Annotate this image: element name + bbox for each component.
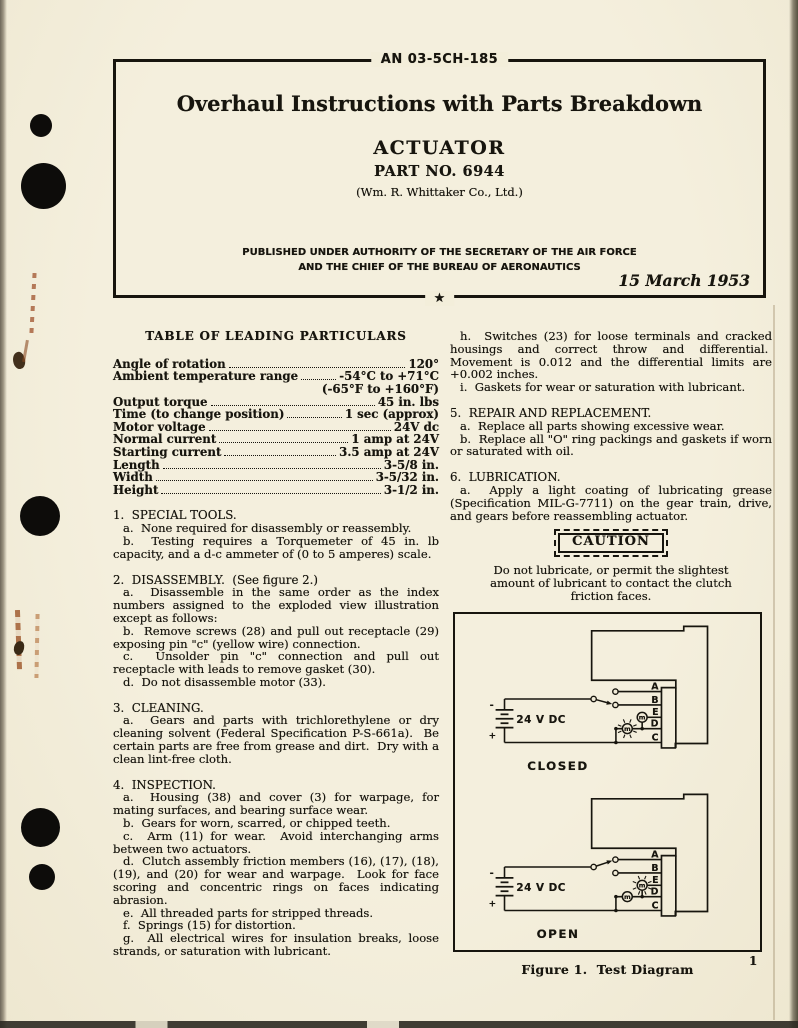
dot-leader — [301, 379, 336, 380]
svg-text:E: E — [652, 875, 659, 887]
paragraph: e. All threaded parts for stripped threads. — [123, 905, 374, 920]
svg-text:m: m — [638, 713, 646, 722]
particular-value: 3-5/8 in. — [383, 457, 439, 472]
paragraph: a. Apply a light coating of lubricating grease (Specification MIL-G-7711) on the gear train, drive, and gears before reassembling actuator. — [450, 482, 772, 523]
particular-value-cont: (-65°F to +160°F) — [321, 381, 439, 396]
publication-date: 15 March 1953 — [618, 271, 750, 290]
binder-hole-mark — [30, 114, 52, 137]
paper-edge-bottom — [0, 1021, 798, 1028]
particulars-row — [113, 484, 439, 497]
binder-hole-mark — [21, 163, 66, 209]
star-icon: ★ — [425, 291, 455, 306]
particular-label: Time (to change position) — [113, 407, 285, 422]
particular-label: Angle of rotation — [113, 356, 226, 371]
authority-line: PUBLISHED UNDER AUTHORITY OF THE SECRETARY OF THE AIR FORCE — [242, 247, 637, 258]
particular-label: Width — [113, 470, 153, 485]
svg-text:OPEN: OPEN — [536, 927, 580, 942]
section — [113, 509, 439, 560]
paragraph: a. Gears and parts with trichlorethylene or dry cleaning solvent (Federal Specification P-S-661a). Be certain parts are free from grease and dirt. Dry with a clean lint-free cloth. — [113, 713, 439, 766]
section-continuation — [450, 330, 772, 394]
particular-label: Height — [113, 482, 159, 497]
particular-label: Length — [113, 457, 160, 472]
svg-text:-: - — [489, 700, 494, 712]
svg-text:+: + — [488, 899, 497, 910]
particular-label: Motor voltage — [113, 419, 206, 434]
svg-text:A: A — [651, 681, 659, 693]
caution — [450, 533, 772, 553]
dot-leader — [287, 417, 341, 418]
title-block — [113, 52, 766, 306]
test-diagram-closed — [455, 616, 760, 784]
binder-hole-mark — [21, 808, 60, 847]
paragraph: f. Springs (15) for distortion. — [123, 918, 296, 933]
ink-blot — [13, 640, 26, 656]
particulars-row — [113, 446, 439, 459]
paragraph: a. Housing (38) and cover (3) for warpage, for mating surfaces, and bearing surface wear. — [113, 790, 439, 818]
svg-text:CLOSED: CLOSED — [527, 759, 589, 774]
paper-edge-right — [789, 0, 798, 1028]
section — [450, 407, 772, 458]
right-sections — [450, 407, 772, 522]
particulars-table — [113, 358, 439, 497]
svg-text:C: C — [651, 900, 659, 912]
svg-text:24 V DC: 24 V DC — [516, 714, 566, 727]
rust-stain — [34, 614, 39, 678]
manufacturer: (Wm. R. Whittaker Co., Ltd.) — [356, 185, 523, 199]
part-number: PART NO. 6944 — [374, 163, 505, 180]
particular-label: Ambient temperature range — [113, 369, 299, 384]
caution-text: Do not lubricate, or permit the slightest amount of lubricant to contact the clutch friction faces. — [490, 563, 732, 604]
dot-leader — [161, 493, 380, 494]
paragraph: b. Remove screws (28) and pull out receptacle (29) exposing pin "c" (yellow wire) connection. — [113, 623, 439, 651]
section-heading: 3. CLEANING. — [113, 700, 204, 715]
paragraph: c. Unsolder pin "c" connection and pull out receptacle with leads to remove gasket (30). — [113, 649, 439, 677]
section — [113, 574, 439, 689]
section — [113, 779, 439, 958]
binder-hole-mark — [20, 496, 60, 536]
particulars-title: TABLE OF LEADING PARTICULARS — [145, 329, 407, 343]
particular-value: 3-1/2 in. — [383, 482, 439, 497]
dot-leader — [156, 480, 373, 481]
dot-leader — [219, 442, 348, 443]
right-column — [450, 330, 772, 977]
test-diagram-open — [455, 784, 760, 952]
figure-caption: Figure 1. Test Diagram — [521, 962, 694, 978]
particular-label: Starting current — [113, 444, 222, 459]
particular-label: Normal current — [113, 432, 217, 447]
particular-value: 3.5 amp at 24V — [339, 444, 439, 459]
section — [450, 471, 772, 522]
particulars-row — [113, 408, 439, 421]
paragraph: i. Gaskets for wear or saturation with lubricant. — [460, 380, 746, 395]
paragraph: a. Disassemble in the same order as the index numbers assigned to the exploded view illustration except as follows: — [113, 585, 439, 625]
svg-text:-: - — [489, 868, 494, 880]
dot-leader — [211, 405, 375, 406]
authority-line: AND THE CHIEF OF THE BUREAU OF AERONAUTICS — [298, 261, 581, 273]
binder-hole-mark — [29, 864, 55, 890]
section-heading: 2. DISASSEMBLY. (See figure 2.) — [113, 572, 319, 587]
section-heading: 4. INSPECTION. — [113, 777, 216, 792]
paragraph: a. None required for disassembly or reassembly. — [123, 521, 412, 536]
section-heading: 6. LUBRICATION. — [450, 470, 561, 485]
dot-leader — [224, 455, 336, 456]
svg-text:24 V DC: 24 V DC — [516, 882, 566, 895]
doc-number: AN 03-5CH-185 — [371, 52, 508, 67]
svg-text:+: + — [488, 731, 497, 742]
rust-stain — [29, 273, 36, 333]
particulars-row — [113, 471, 439, 484]
paragraph: b. Replace all "O" ring packings and gaskets if worn or saturated with oil. — [450, 431, 772, 459]
svg-text:D: D — [650, 718, 659, 730]
particular-value: 45 in. lbs — [377, 394, 439, 409]
particular-value: 1 sec (approx) — [344, 407, 439, 422]
paragraph: c. Arm (11) for wear. Avoid interchanging arms between two actuators. — [113, 828, 439, 856]
svg-text:m: m — [623, 893, 631, 902]
section-heading: 5. REPAIR AND REPLACEMENT. — [450, 405, 652, 420]
particular-value: -54°C to +71°C — [339, 369, 439, 384]
section-heading: 1. SPECIAL TOOLS. — [113, 508, 237, 523]
paragraph: d. Clutch assembly friction members (16), (17), (18), (19), and (20) for wear and warpage. Look for face scoring and concentric rings on faces indicating abrasion. — [113, 854, 439, 907]
paper-edge-left — [0, 0, 7, 1028]
left-sections — [113, 509, 439, 958]
dot-leader — [209, 430, 391, 431]
subject-title: ACTUATOR — [373, 137, 506, 159]
paragraph: b. Gears for worn, scarred, or chipped teeth. — [123, 816, 391, 831]
svg-text:m: m — [638, 881, 646, 890]
svg-text:C: C — [651, 732, 659, 744]
svg-text:B: B — [651, 694, 659, 706]
dot-leader — [163, 468, 381, 469]
page-number: 1 — [749, 954, 758, 968]
paragraph: h. Switches (23) for loose terminals and cracked housings and correct throw and differential. Movement is 0.012 and the differential limits are +0.002 inches. — [450, 329, 772, 382]
particular-label: Output torque — [113, 394, 208, 409]
paragraph: b. Testing requires a Torquemeter of 45 in. lb capacity, and a d-c ammeter of (0 to 5 amperes) scale. — [113, 533, 439, 561]
svg-text:D: D — [650, 886, 659, 898]
page-title: Overhaul Instructions with Parts Breakdown — [176, 91, 703, 116]
svg-text:A: A — [651, 849, 659, 861]
svg-text:m: m — [623, 725, 631, 734]
particular-value: 24V dc — [393, 419, 439, 434]
paper-crease — [773, 305, 775, 1020]
paragraph: d. Do not disassemble motor (33). — [123, 674, 326, 689]
figure-box — [453, 612, 762, 952]
svg-text:E: E — [652, 707, 659, 719]
dot-leader — [229, 367, 406, 368]
particular-value: 1 amp at 24V — [351, 432, 439, 447]
caution-label: CAUTION — [558, 533, 664, 553]
particular-value: 3-5/32 in. — [375, 470, 439, 485]
paragraph: g. All electrical wires for insulation breaks, loose strands, or saturation with lubricant. — [113, 931, 439, 959]
rust-stain — [22, 340, 29, 362]
left-column — [113, 328, 439, 958]
particular-value: 120° — [408, 356, 439, 371]
svg-text:B: B — [651, 862, 659, 874]
paragraph: a. Replace all parts showing excessive wear. — [460, 418, 725, 433]
section — [113, 702, 439, 766]
